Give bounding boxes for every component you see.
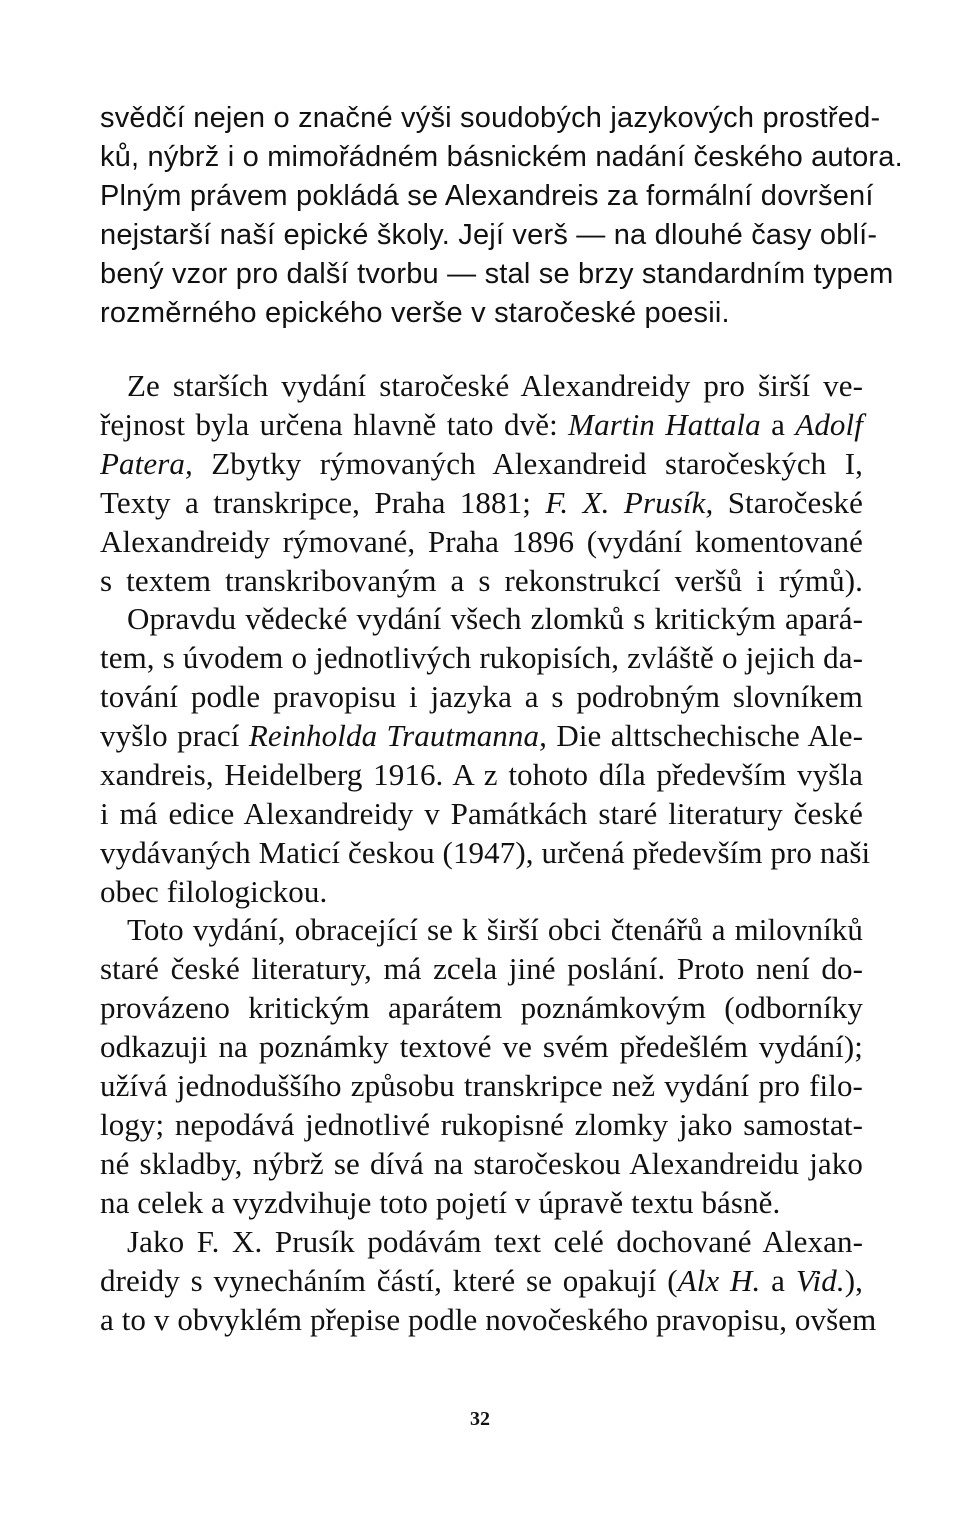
page-number: 32 [470, 1408, 490, 1430]
abbreviation: Vid. [795, 1263, 845, 1298]
text-line: obec filologickou. [100, 874, 328, 909]
text-segment: dreidy s vynecháním částí, které se opakují ( [100, 1263, 678, 1298]
text-line: svědčí nejen o značné výši soudobých jazykových prostřed- [100, 102, 881, 134]
text-line: rozměrného epického verše v staročeské poesii. [100, 297, 730, 329]
paragraph-first-line: Toto vydání, obracející se k širší obci čtenářů a milovníků [127, 912, 863, 947]
text-line [100, 446, 863, 482]
text-line: vydávaných Maticí českou (1947), určená především pro naši [100, 835, 871, 870]
text-segment: ), [844, 1263, 863, 1298]
text-line: bený vzor pro další tvorbu — stal se brzy standardním typem [100, 258, 894, 290]
paragraph-first-line: Ze starších vydání staročeské Alexandreidy pro širší ve- [127, 368, 863, 403]
text-line [100, 718, 863, 754]
text-line [100, 1263, 863, 1299]
paragraph-first-line: Jako F. X. Prusík podávám text celé dochované Alexan- [127, 1224, 863, 1259]
text-line: užívá jednoduššího způsobu transkripce než vydání pro filo- [100, 1068, 863, 1103]
abbreviation: Alx H. [677, 1263, 761, 1298]
author-name: F. X. Prusík, [545, 485, 714, 520]
text-segment: a [771, 1263, 786, 1298]
text-line: né skladby, nýbrž se dívá na staročeskou Alexandreidu jako [100, 1146, 863, 1181]
text-segment: a [771, 407, 785, 442]
author-name: Martin Hattala [568, 407, 761, 442]
text-segment: Staročeské [727, 485, 863, 520]
text-line [100, 485, 863, 521]
author-name: Patera, [100, 446, 193, 481]
text-line: na celek a vyzdvihuje toto pojetí v úpravě textu básně. [100, 1185, 781, 1220]
text-line: xandreis, Heidelberg 1916. A z tohoto díla především vyšla [100, 757, 863, 792]
text-line: tem, s úvodem o jednotlivých rukopisích, zvláště o jejich da- [100, 640, 863, 675]
text-line [100, 407, 863, 443]
text-line: tování podle pravopisu i jazyka a s podrobným slovníkem [100, 679, 863, 714]
text-line: staré české literatury, má zcela jiné poslání. Proto není do- [100, 951, 863, 986]
text-segment: Die alttschechische Ale- [556, 718, 863, 753]
author-name: Adolf [795, 407, 863, 442]
text-segment: řejnost byla určena hlavně tato dvě: [100, 407, 558, 442]
text-line: s textem transkribovaným a s rekonstrukcí veršů i rýmů). [100, 563, 863, 598]
author-name: Reinholda Trautmanna, [248, 718, 547, 753]
text-line: logy; nepodává jednotlivé rukopisné zlomky jako samostat- [100, 1107, 863, 1142]
text-line: Plným právem pokládá se Alexandreis za formální dovršení [100, 180, 874, 212]
text-line: i má edice Alexandreidy v Památkách staré literatury české [100, 796, 863, 831]
text-line: Alexandreidy rýmované, Praha 1896 (vydání komentované [100, 524, 863, 559]
text-line: provázeno kritickým aparátem poznámkovým (odborníky [100, 990, 863, 1025]
text-segment: vyšlo prací [100, 718, 240, 753]
text-segment: Zbytky rýmovaných Alexandreid staročeských I, [211, 446, 863, 481]
text-line: nejstarší naší epické školy. Její verš — na dlouhé časy oblí- [100, 219, 878, 251]
paragraph-first-line: Opravdu vědecké vydání všech zlomků s kritickým apará- [127, 601, 863, 636]
text-line: a to v obvyklém přepise podle novočeského pravopisu, ovšem [100, 1302, 877, 1337]
text-segment: Texty a transkripce, Praha 1881; [100, 485, 531, 520]
text-line: ků, nýbrž i o mimořádném básnickém nadání českého autora. [100, 141, 903, 173]
text-line: odkazuji na poznámky textové ve svém předešlém vydání); [100, 1029, 863, 1064]
